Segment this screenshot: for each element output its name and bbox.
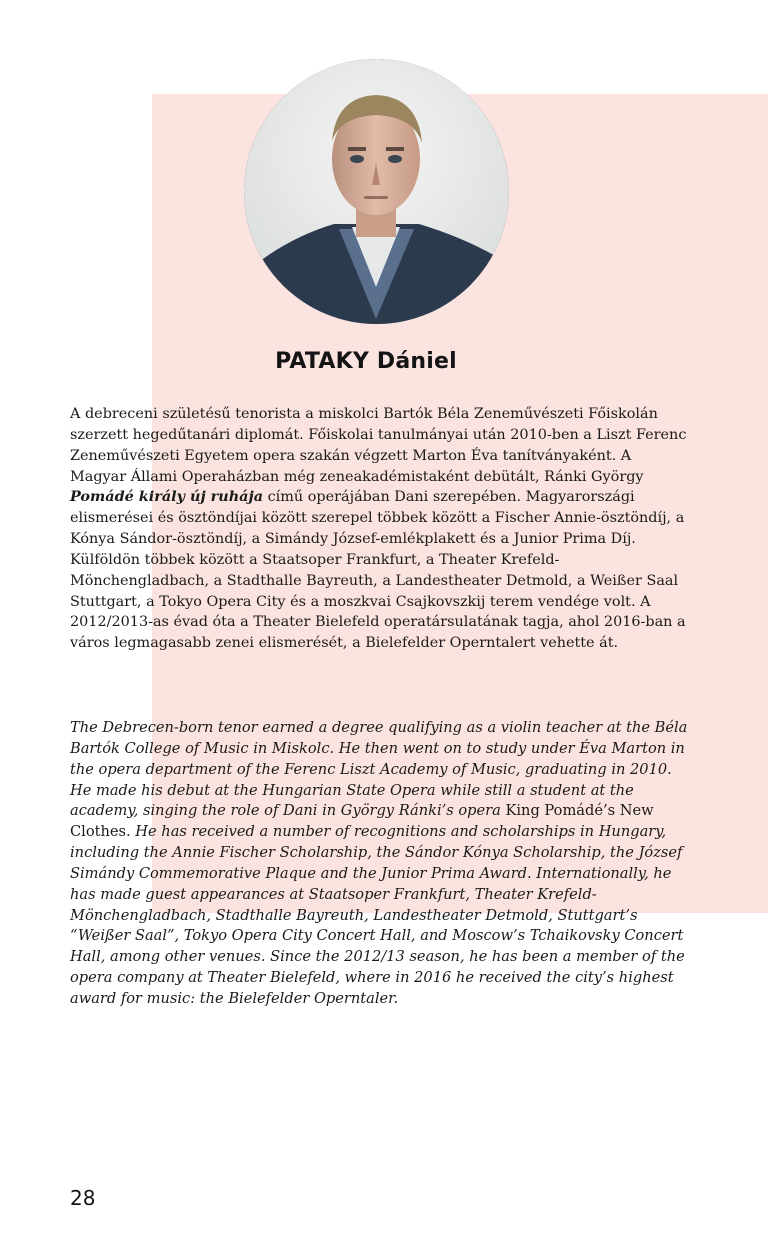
bio-en-opera-title: King Pomádé’s New Clothes: [70, 802, 654, 841]
bio-en-part2: . He has received a number of recognitions and scholarships in Hungary, including the Annie Fischer Scholarship, the Sándor Kónya Scholarship, the József Simándy Commemorative Plaque and the Junior Prima Award. Internationally, he has made guest appearances at Staatsoper Frankfurt, Theater Krefeld-Mönchengladbach, Stadthalle Bayreuth, Landestheater Detmold, Stuttgart’s “Weißer Saal”, Tokyo Opera City Concert Hall, and Moscow’s Tchaikovsky Concert Hall, among other venues. Since the 2012/13 season, he has been a member of the opera company at Theater Bielefeld, where in 2016 he received the city’s highest award for music: the Bielefelder Operntaler.: [70, 823, 685, 1007]
biography-hungarian: [70, 404, 690, 654]
portrait-illustration: [244, 59, 509, 324]
portrait-photo: [244, 59, 509, 324]
bio-hu-part1: A debreceni születésű tenorista a miskolci Bartók Béla Zeneművészeti Főiskolán szerzett hegedűtanári diplomát. Főiskolai tanulmányai után 2010-ben a Liszt Ferenc Zeneművészeti Egyetem opera szakán végzett Marton Éva tanítványaként. A Magyar Állami Operaházban még zeneakadémistaként debütált, Ránki György: [70, 406, 687, 485]
bio-hu-opera-title: Pomádé király új ruhája: [70, 488, 264, 506]
bio-hu-part2: című operájában Dani szerepében. Magyarországi elismerései és ösztöndíjai között szerepel többek között a Fischer Annie-ösztöndíj, a Kónya Sándor-ösztöndíj, a Simándy József-emlékplakett és a Junior Prima Díj. Külföldön többek között a Staatsoper Frankfurt, a Theater Krefeld-Mönchengladbach, a Stadthalle Bayreuth, a Landestheater Detmold, a Weißer Saal Stuttgart, a Tokyo Opera City és a moszkvai Csajkovszkij terem vendége volt. A 2012/2013-as évad óta a Theater Bielefeld operatársulatának tagja, ahol 2016-ban a város legmagasabb zenei elismerését, a Bielefelder Operntalert vehette át.: [70, 489, 686, 652]
biography-english: [70, 718, 690, 1010]
page-number: 28: [70, 1186, 96, 1210]
bio-en-part1: The Debrecen-born tenor earned a degree qualifying as a violin teacher at the Béla Bartók College of Music in Miskolc. He then went on to study under Éva Marton in the opera department of the Ferenc Liszt Academy of Music, graduating in 2010. He made his debut at the Hungarian State Opera while still a student at the academy, singing the role of Dani in György Ránki’s opera: [70, 719, 688, 820]
performer-name: PATAKY Dániel: [275, 349, 457, 374]
